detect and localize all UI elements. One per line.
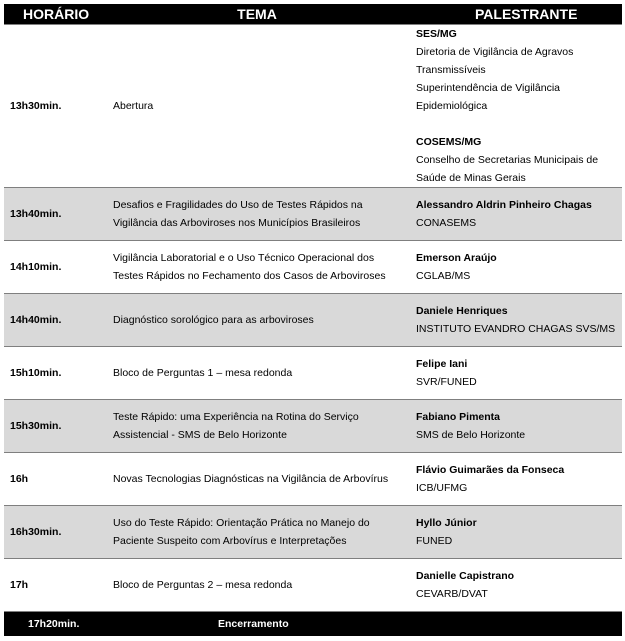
speaker-org: Epidemiológica (416, 100, 488, 112)
speaker-name: Flávio Guimarães da Fonseca (416, 464, 565, 476)
row-speaker (409, 559, 622, 612)
closing-time: 17h20min. (4, 612, 105, 637)
row-theme (105, 241, 409, 294)
theme-line: Diagnóstico sorológico para as arboviroses (113, 314, 314, 326)
theme-line: Desafios e Fragilidades do Uso de Testes Rápidos na (113, 199, 363, 211)
closing-label: Encerramento (105, 612, 622, 637)
speaker-org: SMS de Belo Horizonte (416, 429, 526, 441)
speaker-org: INSTITUTO EVANDRO CHAGAS SVS/MS (416, 323, 616, 335)
speaker-name: SES/MG (416, 28, 457, 40)
speaker-name: Felipe Iani (416, 358, 468, 370)
row-theme (105, 453, 409, 506)
theme-line: Uso do Teste Rápido: Orientação Prática no Manejo do (113, 517, 370, 529)
table-row (4, 347, 622, 400)
table-row (4, 400, 622, 453)
row-time: 14h10min. (4, 241, 105, 294)
row-speaker (409, 347, 622, 400)
speaker-name: COSEMS/MG (416, 136, 482, 148)
theme-line: Bloco de Perguntas 1 – mesa redonda (113, 367, 293, 379)
row-time: 13h30min. (4, 25, 105, 188)
spacer (416, 115, 622, 133)
row-speaker (409, 294, 622, 347)
schedule-table (4, 4, 622, 636)
theme-line: Paciente Suspeito com Arbovírus e Interpretações (113, 535, 347, 547)
row-theme (105, 506, 409, 559)
table-row (4, 241, 622, 294)
speaker-org: ICB/UFMG (416, 482, 468, 494)
table-row (4, 559, 622, 612)
theme-line: Vigilância das Arboviroses nos Municípios Brasileiros (113, 217, 361, 229)
row-theme (105, 188, 409, 241)
speaker-org: CONASEMS (416, 217, 477, 229)
row-time: 14h40min. (4, 294, 105, 347)
table-row (4, 25, 622, 188)
speaker-org: CGLAB/MS (416, 270, 471, 282)
speaker-org: FUNED (416, 535, 453, 547)
theme-line: Testes Rápidos no Fechamento dos Casos de Arboviroses (113, 270, 386, 282)
row-time: 15h10min. (4, 347, 105, 400)
speaker-org: Diretoria de Vigilância de Agravos (416, 46, 574, 58)
closing-row (4, 612, 622, 637)
speaker-org: CEVARB/DVAT (416, 588, 488, 600)
row-theme (105, 400, 409, 453)
theme-line: Teste Rápido: uma Experiência na Rotina do Serviço (113, 411, 359, 423)
speaker-org: Conselho de Secretarias Municipais de (416, 154, 599, 166)
row-time: 16h30min. (4, 506, 105, 559)
row-speaker (409, 506, 622, 559)
theme-line: Bloco de Perguntas 2 – mesa redonda (113, 579, 293, 591)
header-time: HORÁRIO (4, 4, 105, 25)
row-speaker (409, 241, 622, 294)
row-speaker (409, 188, 622, 241)
theme-line: Vigilância Laboratorial e o Uso Técnico Operacional dos (113, 252, 375, 264)
table-row (4, 188, 622, 241)
row-time: 17h (4, 559, 105, 612)
speaker-name: Hyllo Júnior (416, 517, 477, 529)
speaker-name: Emerson Araújo (416, 252, 497, 264)
speaker-name: Fabiano Pimenta (416, 411, 501, 423)
header-row (4, 4, 622, 25)
table-row (4, 453, 622, 506)
row-speaker (409, 400, 622, 453)
table-row (4, 506, 622, 559)
row-theme: Abertura (105, 25, 409, 188)
row-theme (105, 294, 409, 347)
row-time: 16h (4, 453, 105, 506)
row-time: 15h30min. (4, 400, 105, 453)
speaker-org: SVR/FUNED (416, 376, 477, 388)
row-theme (105, 347, 409, 400)
theme-line: Novas Tecnologias Diagnósticas na Vigilância de Arbovírus (113, 473, 389, 485)
row-theme (105, 559, 409, 612)
table-row (4, 294, 622, 347)
row-time: 13h40min. (4, 188, 105, 241)
row-speaker (409, 453, 622, 506)
header-speaker: PALESTRANTE (409, 4, 622, 25)
speaker-name: Danielle Capistrano (416, 570, 515, 582)
header-theme: TEMA (105, 4, 409, 25)
speaker-org: Superintendência de Vigilância (416, 82, 560, 94)
speaker-name: Alessandro Aldrin Pinheiro Chagas (416, 199, 592, 211)
theme-line: Assistencial - SMS de Belo Horizonte (113, 429, 287, 441)
row-speaker (409, 25, 622, 188)
speaker-org: Transmissíveis (416, 64, 486, 76)
speaker-org: Saúde de Minas Gerais (416, 172, 526, 184)
speaker-name: Daniele Henriques (416, 305, 508, 317)
